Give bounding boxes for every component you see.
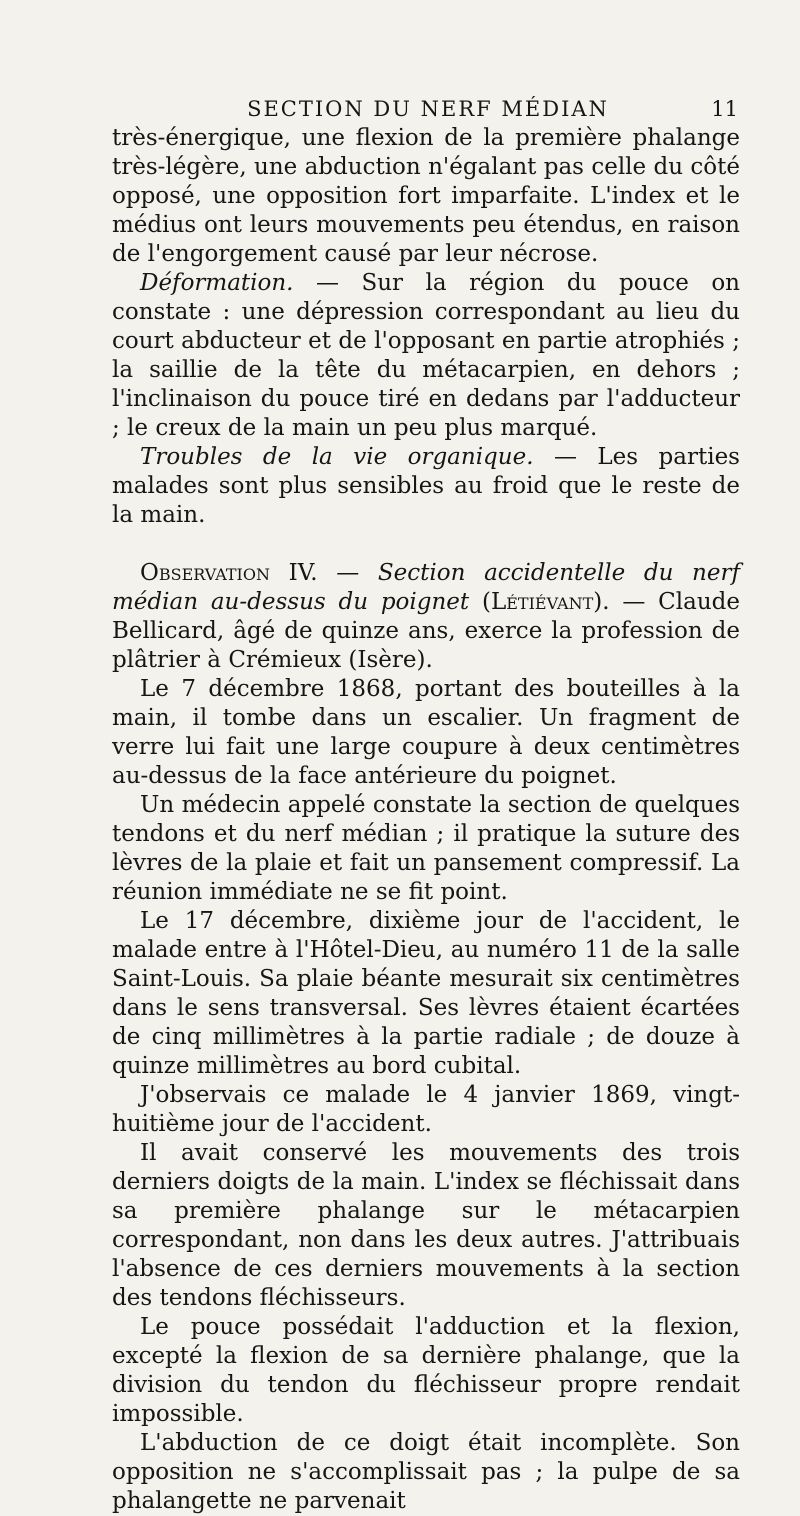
paren-open: ( [469, 589, 491, 615]
observation-heading [112, 559, 740, 675]
running-title: SECTION DU NERF MÉDIAN [247, 97, 609, 121]
paragraph: Le 17 décembre, dixième jour de l'accident, le malade entre à l'Hôtel-Dieu, au numéro 11 de la salle Saint-Louis. Sa plaie béante mesurait six centimètres dans le sens transversal. Ses lèvres étaient écartées de cinq millimètres à la partie radiale ; de douze à quinze millimètres au bord cubital. [112, 908, 740, 1079]
observation-title: Section accidentelle du nerf médian au-dessus du poignet [112, 560, 740, 615]
paragraph-continuation: très-énergique, une flexion de la première phalange très-légère, une abduction n'égalant pas celle du côté opposé, une opposition fort imparfaite. L'index et le médius ont leurs mouvements peu étendus, en raison de l'engorgement causé par leur nécrose. [112, 125, 740, 267]
paragraph: Le 7 décembre 1868, portant des bouteilles à la main, il tombe dans un escalier. Un fragment de verre lui fait une large coupure à deux centimètres au-dessus de la face antérieure du poignet. [112, 676, 740, 789]
section-heading-troubles: Troubles de la vie organique. [140, 444, 534, 470]
paragraph-text: — Claude Bellicard, âgé de quinze ans, exerce la profession de plâtrier à Crémieux (Isère). [112, 589, 740, 673]
paragraph: J'observais ce malade le 4 janvier 1869, vingt-huitième jour de l'accident. [112, 1082, 740, 1137]
paragraph: Le pouce possédait l'adduction et la flexion, excepté la flexion de sa dernière phalange, que la division du tendon du fléchisseur propre rendait impossible. [112, 1314, 740, 1427]
paragraph: Un médecin appelé constate la section de quelques tendons et du nerf médian ; il pratique la suture des lèvres de la plaie et fait un pansement compressif. La réunion immédiate ne se fit point. [112, 792, 740, 905]
paragraph: L'abduction de ce doigt était incomplète. Son opposition ne s'accomplissait pas ; la pulpe de sa phalangette ne parvenait [112, 1430, 740, 1514]
body-text [112, 124, 740, 1516]
observation-label: Observation IV. [140, 560, 318, 586]
section-heading-deformation: Déformation. [140, 270, 294, 296]
paragraph-troubles [112, 443, 740, 530]
paragraph: Il avait conservé les mouvements des trois derniers doigts de la main. L'index se fléchissait dans sa première phalange sur le métacarpien correspondant, non dans les deux autres. J'attribuais l'absence de ces derniers mouvements à la section des tendons fléchisseurs. [112, 1140, 740, 1311]
paragraph-deformation [112, 269, 740, 443]
page-number: 11 [711, 97, 738, 121]
paren-close: ). [593, 589, 610, 615]
paragraph-text: — Les parties malades sont plus sensibles au froid que le reste de la main. [112, 444, 740, 528]
running-head [118, 92, 738, 126]
dash: — [317, 560, 378, 586]
observation-author: Létiévant [490, 589, 594, 615]
paragraph-text: — Sur la région du pouce on constate : une dépression correspondant au lieu du court abducteur et de l'opposant en partie atrophiés ; la saillie de la tête du métacarpien, en dehors ; l'inclinaison du pouce tiré en dedans par l'adducteur ; le creux de la main un peu plus marqué. [112, 270, 740, 441]
